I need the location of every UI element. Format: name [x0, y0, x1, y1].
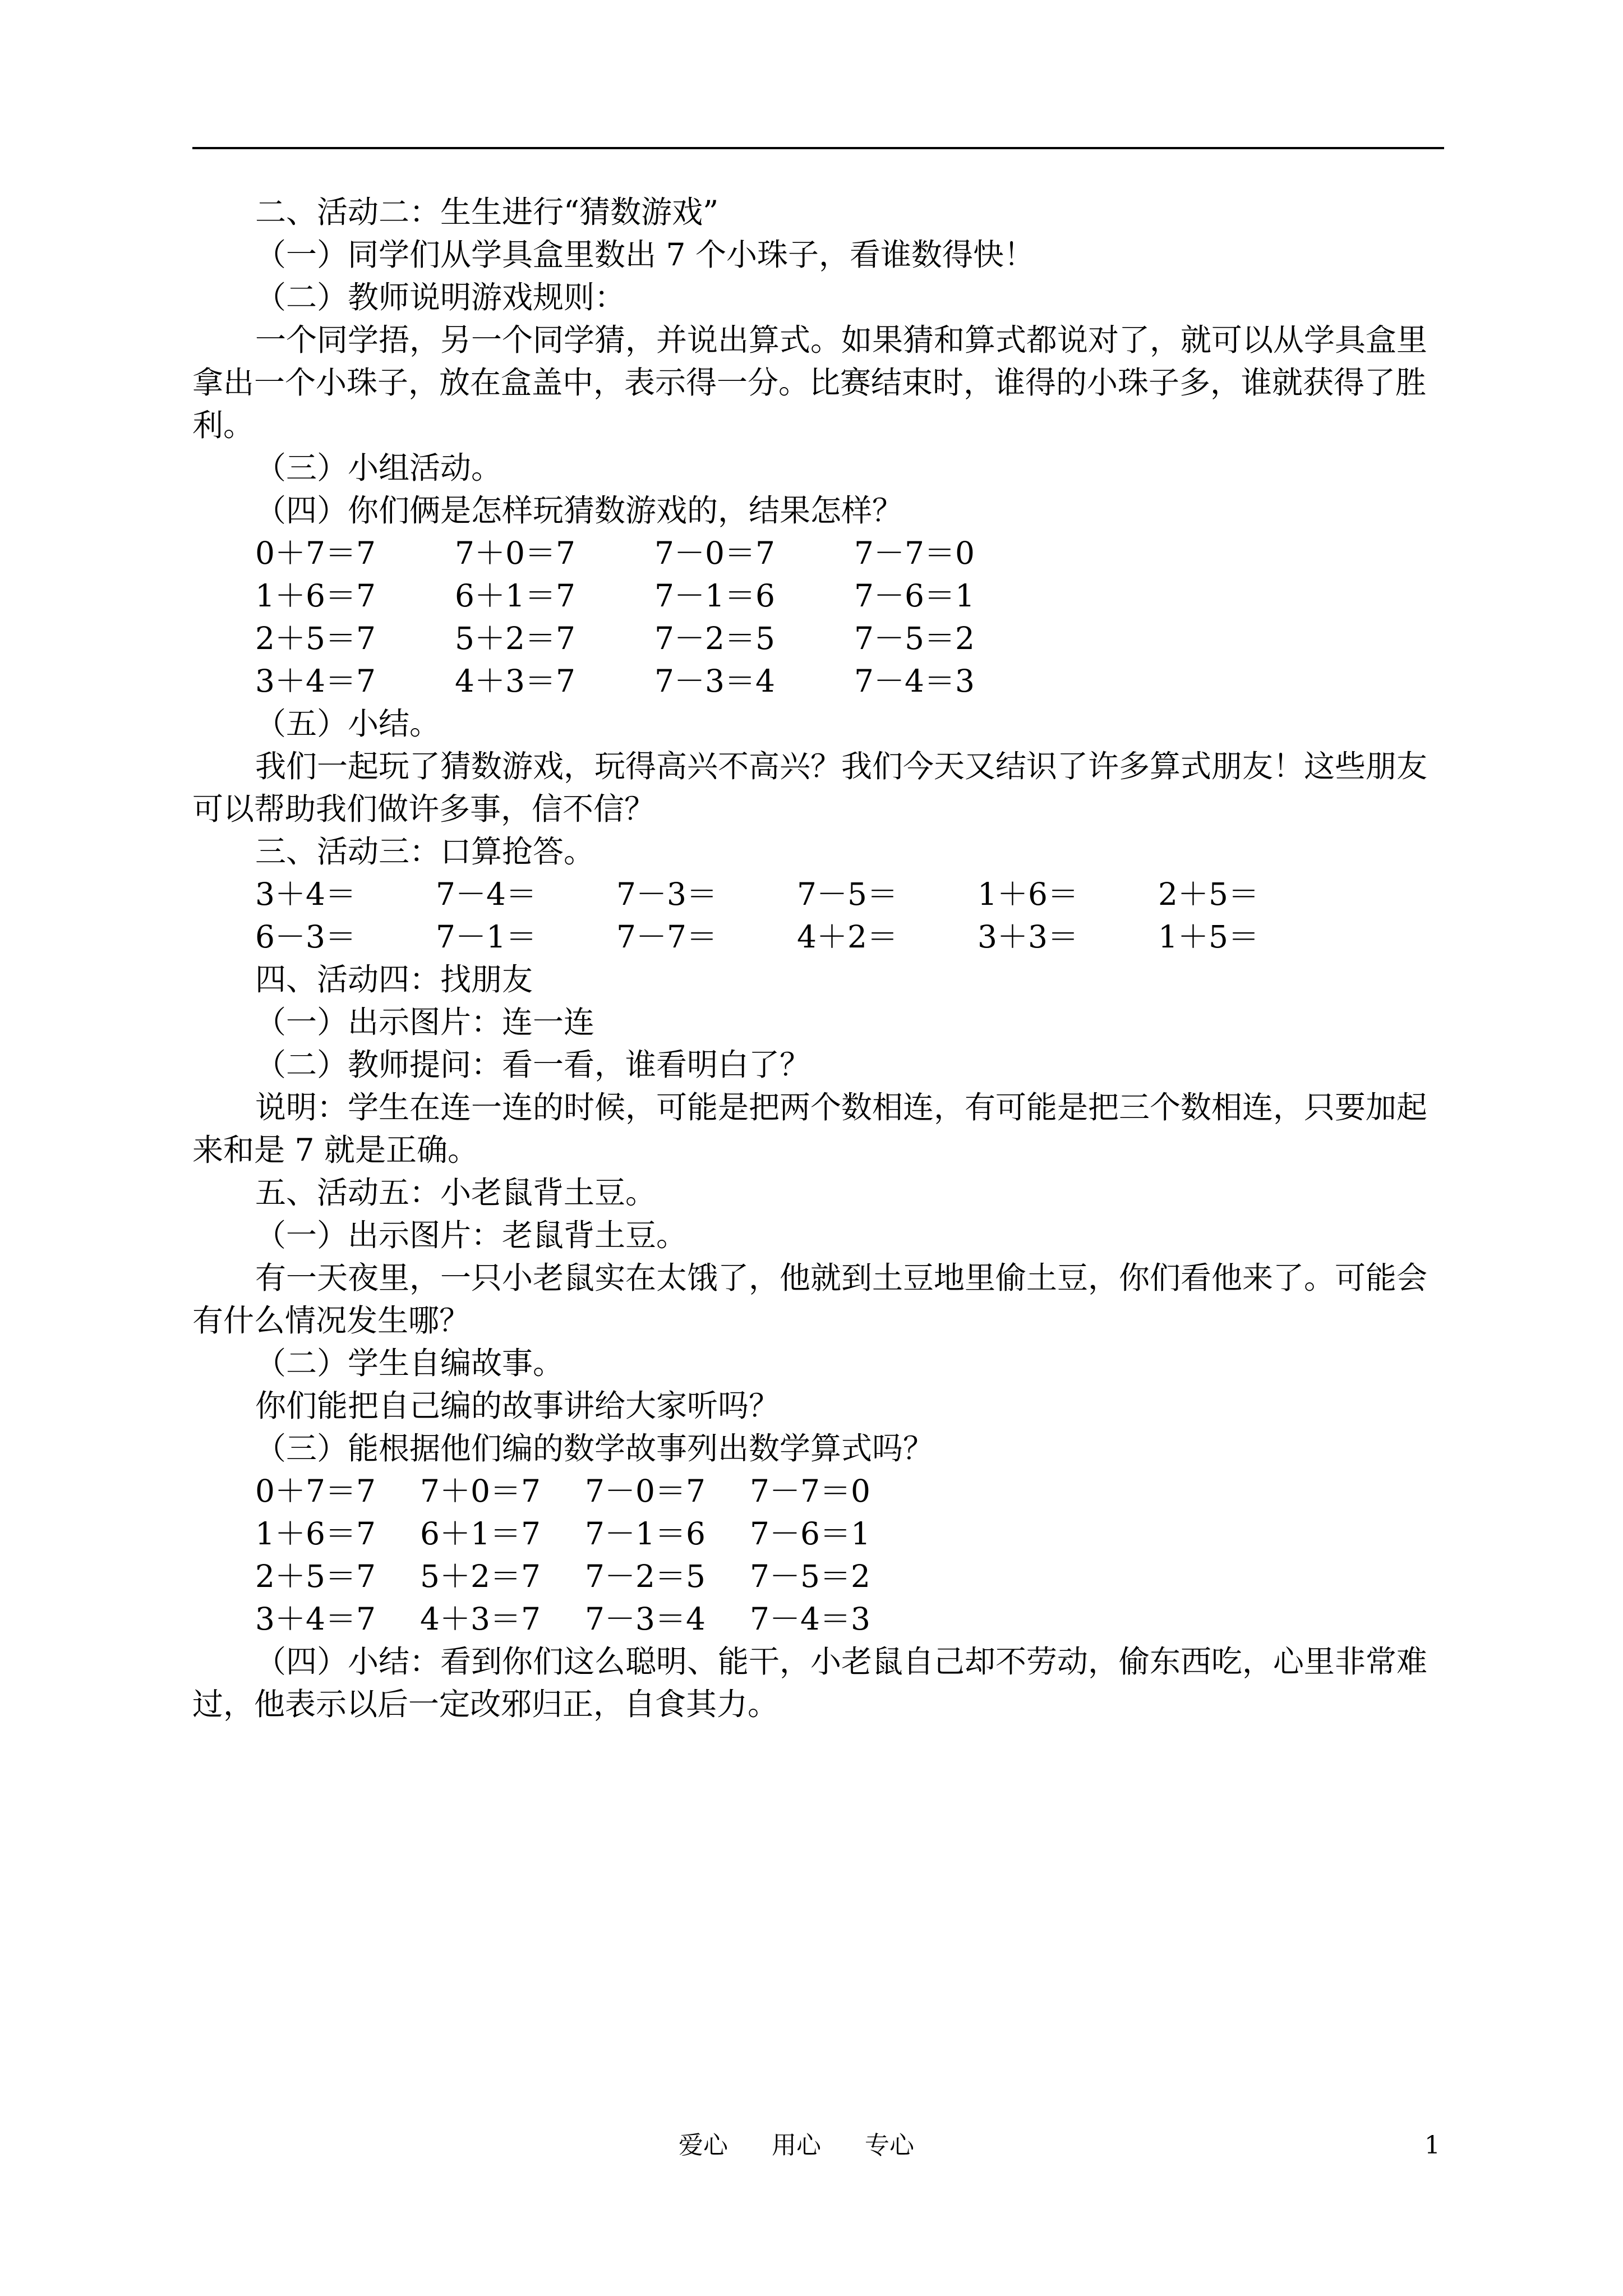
header-rule [192, 147, 1444, 149]
equation-row [192, 1598, 1444, 1640]
equation: 7－4＝3 [854, 663, 975, 699]
equation: 2＋5＝ [1158, 876, 1259, 912]
equation: 4＋3＝7 [420, 1601, 541, 1637]
equation-row [192, 873, 1444, 915]
equation: 2＋5＝7 [255, 1558, 376, 1594]
equation-row [192, 532, 1444, 574]
equation: 7－4＝ [436, 876, 537, 912]
equation: 7－5＝2 [750, 1558, 870, 1594]
equation: 7－6＝1 [854, 578, 975, 614]
section-heading-activity-4: 四、活动四：找朋友 [255, 961, 533, 997]
equation: 7－6＝1 [750, 1516, 870, 1552]
equation: 3＋3＝ [978, 919, 1078, 955]
equation: 7－7＝0 [854, 535, 975, 571]
equation: 2＋5＝7 [255, 620, 376, 656]
equation: 6－3＝ [255, 919, 356, 955]
document-body [192, 191, 1444, 1726]
equation-table-c [192, 1470, 1444, 1640]
paragraph: （二）学生自编故事。 [255, 1345, 564, 1381]
footer-word: 用心 [772, 2131, 821, 2160]
equation: 7＋0＝7 [455, 535, 575, 571]
paragraph: （三）能根据他们编的数学故事列出数学算式吗？ [255, 1430, 934, 1466]
equation-row [192, 915, 1444, 958]
equation: 1＋6＝ [978, 876, 1078, 912]
section-heading-activity-2: 二、活动二：生生进行“猜数游戏” [255, 194, 719, 230]
equation-row [192, 574, 1444, 617]
equation: 7－0＝7 [585, 1473, 706, 1509]
paragraph: （四）小结：看到你们这么聪明、能干，小老鼠自己却不劳动，偷东西吃，心里非常难过，他表示以后一定改邪归正，自食其力。 [192, 1644, 1428, 1722]
equation: 7－7＝0 [750, 1473, 870, 1509]
equation-row [192, 1470, 1444, 1512]
equation: 3＋4＝ [255, 876, 356, 912]
equation: 7－0＝7 [654, 535, 775, 571]
equation: 7－3＝ [616, 876, 717, 912]
equation: 4＋3＝7 [455, 663, 575, 699]
equation-row [192, 617, 1444, 660]
equation: 7－4＝3 [750, 1601, 870, 1637]
equation: 1＋6＝7 [255, 1516, 376, 1552]
equation: 7－7＝ [616, 919, 717, 955]
equation: 0＋7＝7 [255, 535, 376, 571]
paragraph: （二）教师说明游戏规则： [255, 279, 626, 315]
paragraph: 说明：学生在连一连的时候，可能是把两个数相连，有可能是把三个数相连，只要加起来和是 7 就是正确。 [192, 1089, 1428, 1168]
paragraph: 我们一起玩了猜数游戏，玩得高兴不高兴？我们今天又结识了许多算式朋友！这些朋友可以帮助我们做许多事，信不信？ [192, 748, 1428, 827]
equation: 7－1＝6 [654, 578, 775, 614]
equation: 7＋0＝7 [420, 1473, 541, 1509]
equation: 0＋7＝7 [255, 1473, 376, 1509]
paragraph: （一）同学们从学具盒里数出 7 个小珠子，看谁数得快！ [255, 237, 1035, 273]
equation: 7－5＝2 [854, 620, 975, 656]
paragraph: （五）小结。 [255, 706, 441, 742]
equation-table-a [192, 532, 1444, 702]
paragraph: 一个同学捂，另一个同学猜，并说出算式。如果猜和算式都说对了，就可以从学具盒里拿出一个小珠子，放在盒盖中，表示得一分。比赛结束时，谁得的小珠子多，谁就获得了胜利。 [192, 322, 1428, 443]
equation: 4＋2＝ [797, 919, 898, 955]
equation: 7－5＝ [797, 876, 898, 912]
equation: 3＋4＝7 [255, 1601, 376, 1637]
equation: 6＋1＝7 [420, 1516, 541, 1552]
equation-table-b [192, 873, 1444, 958]
equation-row [192, 1555, 1444, 1598]
equation: 7－3＝4 [654, 663, 775, 699]
equation: 7－1＝ [436, 919, 537, 955]
equation: 7－1＝6 [585, 1516, 706, 1552]
equation-row [192, 1512, 1444, 1555]
paragraph: （四）你们俩是怎样玩猜数游戏的，结果怎样？ [255, 493, 903, 528]
equation: 7－3＝4 [585, 1601, 706, 1637]
section-heading-activity-3: 三、活动三：口算抢答。 [255, 834, 595, 869]
paragraph: （二）教师提问：看一看，谁看明白了？ [255, 1047, 811, 1083]
footer-word: 专心 [865, 2131, 914, 2160]
footer-word: 爱心 [679, 2131, 728, 2160]
section-heading-activity-5: 五、活动五：小老鼠背土豆。 [255, 1175, 657, 1211]
equation: 3＋4＝7 [255, 663, 376, 699]
paragraph: （三）小组活动。 [255, 450, 502, 486]
equation: 5＋2＝7 [455, 620, 575, 656]
equation: 7－2＝5 [654, 620, 775, 656]
footer-motto [679, 2129, 914, 2162]
equation: 7－2＝5 [585, 1558, 706, 1594]
equation: 6＋1＝7 [455, 578, 575, 614]
paragraph: （一）出示图片：老鼠背土豆。 [255, 1217, 688, 1253]
page-number: 1 [1424, 2131, 1440, 2160]
equation: 5＋2＝7 [420, 1558, 541, 1594]
paragraph: （一）出示图片：连一连 [255, 1004, 595, 1040]
equation: 1＋5＝ [1158, 919, 1259, 955]
paragraph: 有一天夜里，一只小老鼠实在太饿了，他就到土豆地里偷土豆，你们看他来了。可能会有什么情况发生哪？ [192, 1260, 1428, 1338]
paragraph: 你们能把自己编的故事讲给大家听吗？ [255, 1388, 780, 1424]
equation: 1＋6＝7 [255, 578, 376, 614]
equation-row [192, 660, 1444, 702]
